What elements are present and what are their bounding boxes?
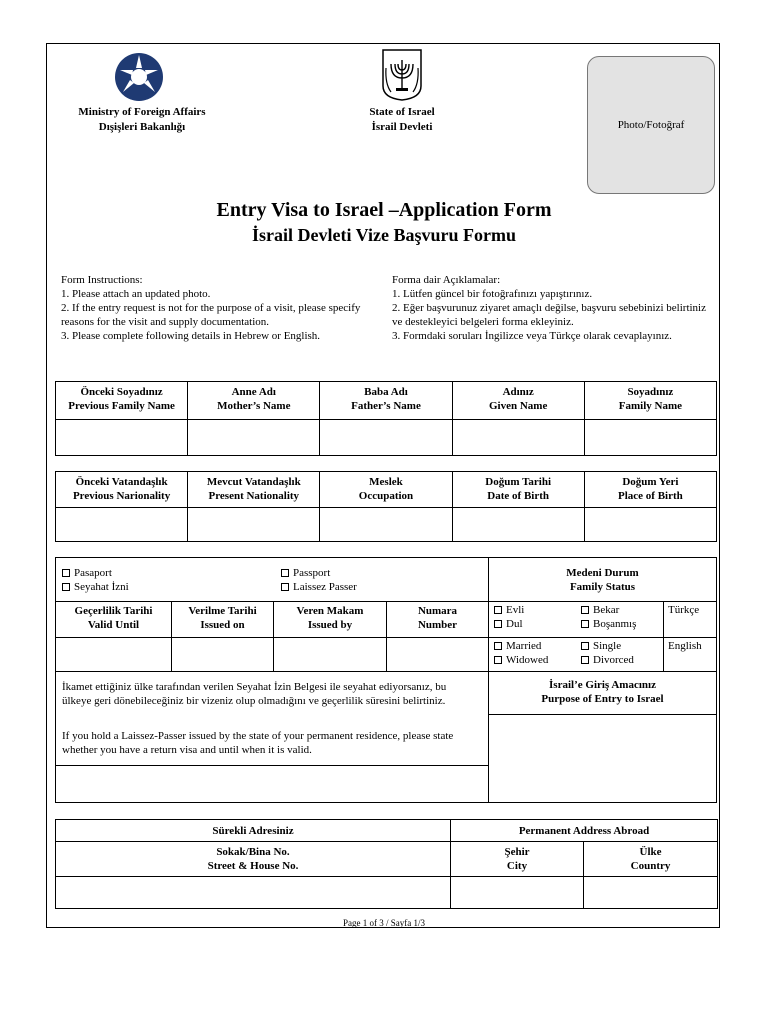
photo-box[interactable] (587, 56, 715, 194)
col-issued-on: Verilme Tarihi Issued on (188, 605, 257, 631)
instructions-en-item-2: 2. If the entry request is not for the purpose of a visit, please specify reasons for the visit and supply documentation. (61, 302, 361, 328)
input-family-name[interactable] (584, 420, 716, 456)
col-given-name: Adınız Given Name (452, 382, 584, 420)
option-single[interactable]: Single (581, 639, 634, 653)
input-occupation[interactable] (320, 508, 452, 542)
input-previous-family-name[interactable] (56, 420, 188, 456)
family-status-tr-col2 (581, 603, 636, 631)
col-present-nationality: Mevcut Vatandaşlık Present Nationality (188, 472, 320, 508)
checkbox-icon (62, 569, 70, 577)
input-street[interactable] (56, 877, 451, 909)
col-valid-until: Geçerlilik Tarihi Valid Until (74, 605, 153, 631)
col-issued-by: Veren Makam Issued by (296, 605, 364, 631)
input-country[interactable] (584, 877, 718, 909)
checkbox-icon (494, 642, 502, 650)
option-married[interactable]: Married (494, 639, 548, 653)
title-tr: İsrail Devleti Vize Başvuru Formu (252, 225, 516, 245)
title-en: Entry Visa to Israel –Application Form (216, 199, 552, 221)
option-seyahat-izni[interactable]: Seyahat İzni (62, 580, 129, 594)
checkbox-icon (494, 620, 502, 628)
family-status-title: Medeni Durum Family Status (566, 567, 639, 593)
instructions-tr-item-1: 1. Lütfen güncel bir fotoğrafınızı yapıştırınız. (392, 288, 593, 300)
input-number[interactable] (387, 638, 488, 671)
instructions-tr-item-3: 3. Formdaki soruları İngilizce veya Türkçe olarak cevaplayınız. (392, 330, 672, 342)
instructions-en-item-1: 1. Please attach an updated photo. (61, 288, 211, 300)
input-return-visa[interactable] (56, 766, 488, 802)
option-pasaport[interactable]: Pasaport (62, 566, 129, 580)
doc-type-tr-options (62, 566, 129, 594)
ministry-name-tr: Dışişleri Bakanlığı (98, 121, 186, 133)
ministry-name-en: Ministry of Foreign Affairs (78, 106, 206, 118)
input-date-of-birth[interactable] (452, 508, 584, 542)
personal-names-table (55, 381, 717, 456)
instructions-tr-heading: Forma dair Açıklamalar: (392, 274, 501, 286)
lang-turkce: Türkçe (668, 604, 700, 616)
input-place-of-birth[interactable] (584, 508, 716, 542)
col-mothers-name: Anne Adı Mother’s Name (188, 382, 320, 420)
address-title-en: Permanent Address Abroad (451, 820, 718, 842)
family-status-tr-col1 (494, 603, 524, 631)
input-city[interactable] (451, 877, 584, 909)
checkbox-icon (581, 642, 589, 650)
checkbox-icon (581, 620, 589, 628)
address-table (55, 819, 718, 909)
option-laissez-passer[interactable]: Laissez Passer (281, 580, 357, 594)
col-previous-family-name: Önceki Soyadınız Previous Family Name (56, 382, 188, 420)
checkbox-icon (494, 606, 502, 614)
option-bosanmis[interactable]: Boşanmış (581, 617, 636, 631)
return-visa-text-en: If you hold a Laissez-Passer issued by the state of your permanent residence, please state whether you have a return visa and until when it is valid. (62, 730, 454, 756)
col-place-of-birth: Doğum Yeri Place of Birth (584, 472, 716, 508)
option-bekar[interactable]: Bekar (581, 603, 636, 617)
input-valid-until[interactable] (56, 638, 171, 671)
input-mothers-name[interactable] (188, 420, 320, 456)
checkbox-icon (581, 656, 589, 664)
family-status-en-col2 (581, 639, 634, 667)
passport-section (55, 557, 717, 803)
instructions-en-heading: Form Instructions: (61, 274, 143, 286)
option-widowed[interactable]: Widowed (494, 653, 548, 667)
col-number: Numara Number (417, 605, 458, 631)
family-status-en-col1 (494, 639, 548, 667)
lang-english: English (668, 640, 702, 652)
col-city: Şehir City (451, 842, 584, 877)
return-visa-text-tr: İkamet ettiğiniz ülke tarafından verilen Seyahat İzin Belgesi ile seyahat ediyorsanız, bu ülkeye geri dönebileceğiniz bir vizeniz olup olmadığını ve geçerlilik süresini belirtiniz. (62, 681, 447, 707)
col-fathers-name: Baba Adı Father’s Name (320, 382, 452, 420)
ministry-logo-icon (111, 52, 167, 102)
option-evli[interactable]: Evli (494, 603, 524, 617)
input-previous-nationality[interactable] (56, 508, 188, 542)
option-passport[interactable]: Passport (281, 566, 357, 580)
state-name-tr: İsrail Devleti (371, 121, 433, 133)
instructions-tr (392, 273, 716, 343)
instructions-tr-item-2: 2. Eğer başvurunuz ziyaret amaçlı değilse, başvuru sebebinizi belirtiniz ve destekleyici belgeleri forma ekleyiniz. (392, 302, 706, 328)
purpose-title: İsrail’e Giriş Amacınız Purpose of Entry to Israel (541, 679, 664, 705)
option-dul[interactable]: Dul (494, 617, 524, 631)
checkbox-icon (281, 583, 289, 591)
input-present-nationality[interactable] (188, 508, 320, 542)
option-divorced[interactable]: Divorced (581, 653, 634, 667)
instructions-en (61, 273, 377, 343)
col-family-name: Soyadınız Family Name (584, 382, 716, 420)
state-name-en: State of Israel (369, 106, 435, 118)
input-issued-on[interactable] (172, 638, 273, 671)
nationality-table (55, 471, 717, 542)
input-issued-by[interactable] (274, 638, 386, 671)
input-purpose-of-entry[interactable] (489, 715, 716, 802)
instructions-en-item-3: 3. Please complete following details in Hebrew or English. (61, 330, 321, 342)
input-fathers-name[interactable] (320, 420, 452, 456)
col-street: Sokak/Bina No. Street & House No. (56, 842, 451, 877)
input-given-name[interactable] (452, 420, 584, 456)
col-date-of-birth: Doğum Tarihi Date of Birth (452, 472, 584, 508)
col-country: Ülke Country (584, 842, 718, 877)
checkbox-icon (62, 583, 70, 591)
address-title-tr: Sürekli Adresiniz (56, 820, 451, 842)
checkbox-icon (581, 606, 589, 614)
checkbox-icon (281, 569, 289, 577)
col-occupation: Meslek Occupation (320, 472, 452, 508)
page-number: Page 1 of 3 / Sayfa 1/3 (343, 918, 425, 928)
col-previous-nationality: Önceki Vatandaşlık Previous Narionality (56, 472, 188, 508)
form-page (46, 43, 720, 928)
photo-label: Photo/Fotoğraf (617, 119, 685, 131)
doc-type-en-options (281, 566, 357, 594)
state-emblem-icon (379, 48, 425, 102)
checkbox-icon (494, 656, 502, 664)
